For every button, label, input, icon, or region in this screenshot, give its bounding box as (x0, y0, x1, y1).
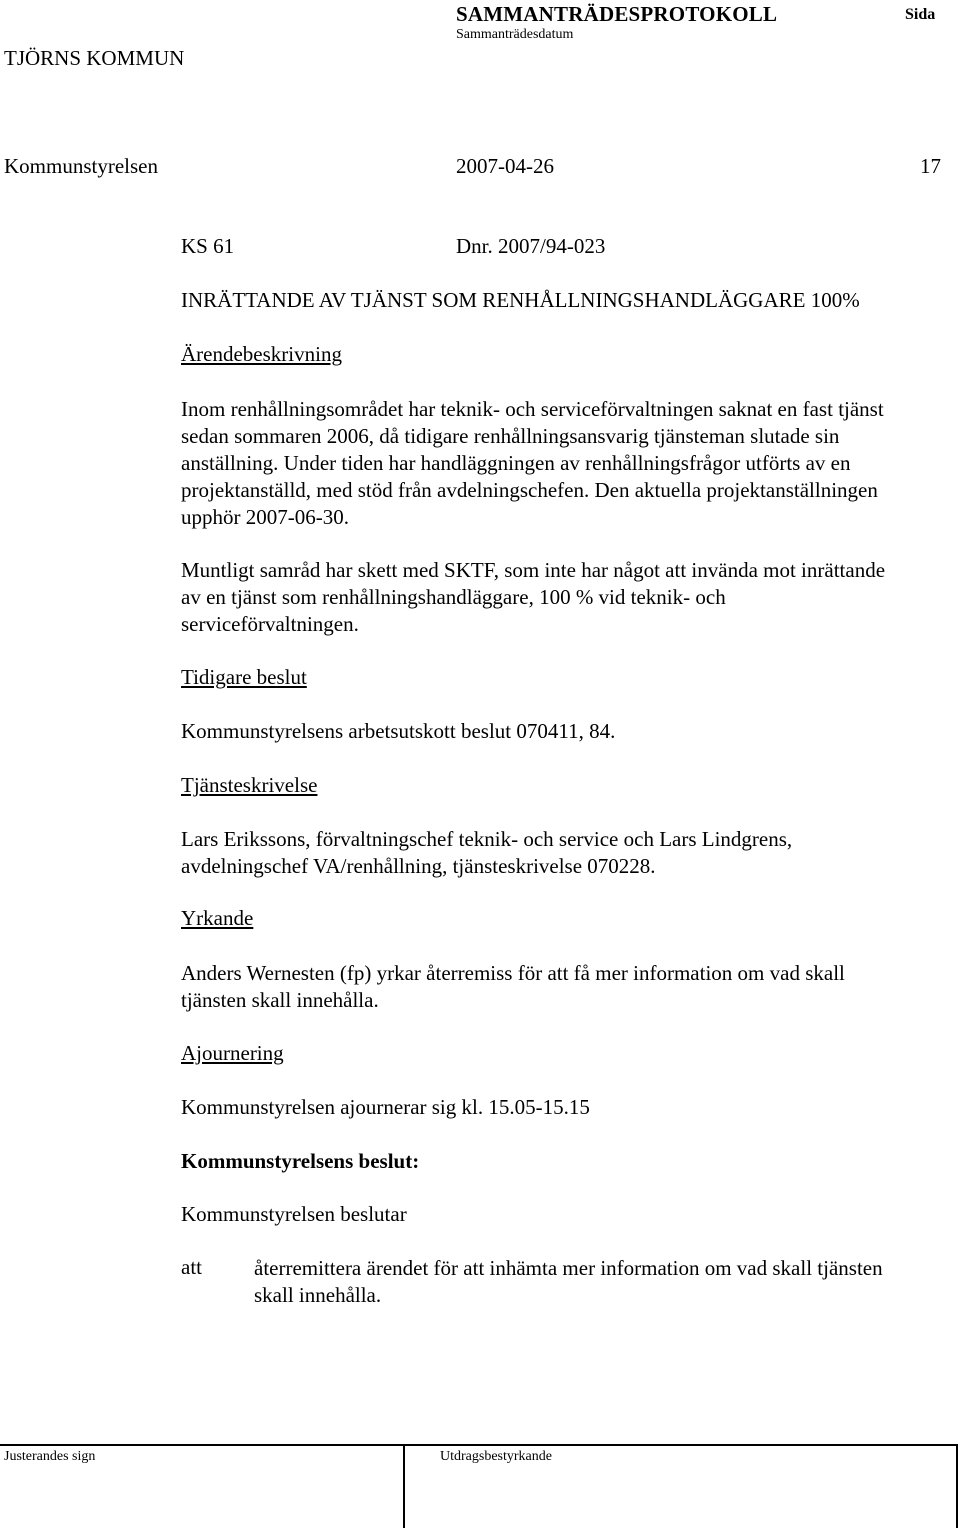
document-title: SAMMANTRÄDESPROTOKOLL (456, 2, 778, 26)
heading-yrkande: Yrkande (181, 906, 254, 930)
case-dnr: Dnr. 2007/94-023 (456, 234, 606, 258)
text-ajournering: Kommunstyrelsen ajournerar sig kl. 15.05-15.15 (181, 1095, 590, 1119)
meeting-date-label: Sammanträdesdatum (456, 27, 574, 42)
case-paragraph: KS 61 (181, 234, 235, 258)
text-line: anställning. Under tiden har handläggningen av renhållningsfrågor utförts av en (181, 451, 851, 475)
meeting-date: 2007-04-26 (456, 154, 554, 178)
text-line: Anders Wernesten (fp) yrkar återremiss för att få mer information om vad skall (181, 961, 845, 985)
paragraph-arendebeskrivning-2 (181, 557, 960, 638)
footer-divider-right (956, 1444, 958, 1528)
att-clause (254, 1255, 883, 1309)
paragraph-arendebeskrivning-1 (181, 396, 960, 531)
footer-justerandes-sign: Justerandes sign (4, 1449, 96, 1464)
page-label: Sida (905, 6, 936, 23)
text-line: Inom renhållningsområdet har teknik- och serviceförvaltningen saknat en fast tjänst (181, 397, 884, 421)
heading-arendebeskrivning: Ärendebeskrivning (181, 342, 342, 366)
page-number: 17 (920, 154, 941, 178)
text-tidigare-beslut: Kommunstyrelsens arbetsutskott beslut 070411, 84. (181, 719, 616, 743)
paragraph-yrkande (181, 960, 960, 1014)
text-line: Lars Erikssons, förvaltningschef teknik- och service och Lars Lindgrens, (181, 827, 793, 851)
text-beslut-intro: Kommunstyrelsen beslutar (181, 1202, 407, 1226)
heading-ajournering: Ajournering (181, 1041, 284, 1065)
paragraph-tjansteskrivelse (181, 826, 960, 880)
att-label: att (181, 1255, 202, 1279)
text-line: avdelningschef VA/renhållning, tjänsteskrivelse 070228. (181, 854, 656, 878)
meeting-body: Kommunstyrelsen (4, 154, 158, 178)
text-line: upphör 2007-06-30. (181, 505, 349, 529)
footer-rule (0, 1444, 958, 1446)
text-line: återremittera ärendet för att inhämta mer information om vad skall tjänsten (254, 1256, 883, 1280)
text-line: tjänsten skall innehålla. (181, 988, 379, 1012)
footer-utdragsbestyrkande: Utdragsbestyrkande (440, 1449, 552, 1464)
heading-tidigare-beslut: Tidigare beslut (181, 665, 307, 689)
text-line: sedan sommaren 2006, då tidigare renhållningsansvarig tjänsteman slutade sin (181, 424, 840, 448)
text-line: projektanställd, med stöd från avdelningschefen. Den aktuella projektanställningen (181, 478, 878, 502)
text-line: av en tjänst som renhållningshandläggare, 100 % vid teknik- och (181, 585, 726, 609)
case-title: INRÄTTANDE AV TJÄNST SOM RENHÅLLNINGSHANDLÄGGARE 100% (181, 288, 860, 312)
municipality-name: TJÖRNS KOMMUN (4, 46, 185, 70)
footer-divider (403, 1444, 405, 1528)
heading-tjansteskrivelse: Tjänsteskrivelse (181, 773, 318, 797)
text-line: Muntligt samråd har skett med SKTF, som inte har något att invända mot inrättande (181, 558, 886, 582)
text-line: skall innehålla. (254, 1283, 382, 1307)
text-line: serviceförvaltningen. (181, 612, 359, 636)
heading-beslut: Kommunstyrelsens beslut: (181, 1149, 420, 1173)
